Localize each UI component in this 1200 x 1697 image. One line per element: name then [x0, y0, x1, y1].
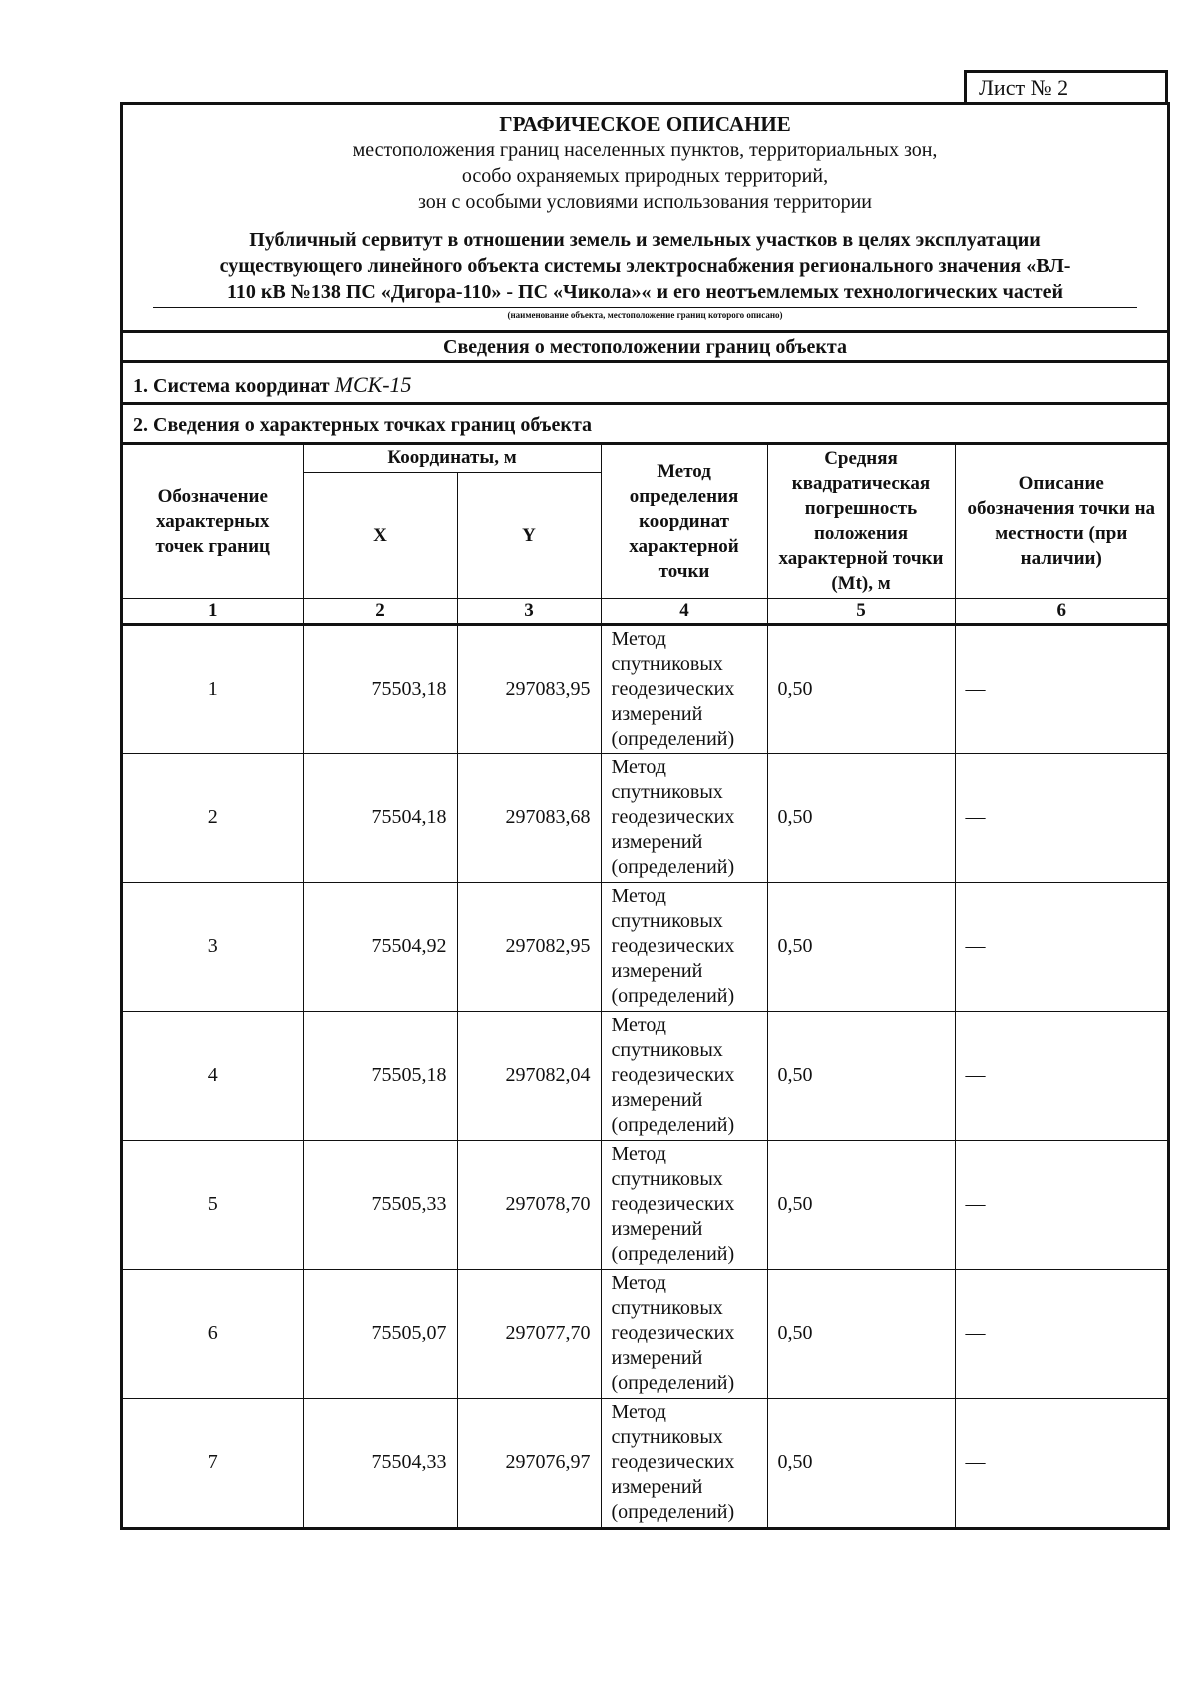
subtitle-line: особо охраняемых природных территорий, — [461, 165, 829, 187]
header-x: X — [303, 472, 457, 598]
points-table — [123, 445, 1167, 1527]
column-number: 1 — [123, 598, 303, 624]
point-method: Метод спутниковых геодезических измерений (определений) — [601, 1140, 767, 1269]
object-name-line: 110 кВ №138 ПС «Дигора-110» - ПС «Чикола»« и его неотъемлемых технологических частей — [226, 281, 1063, 303]
table-row — [123, 624, 1167, 753]
point-description: — — [955, 882, 1167, 1011]
column-number: 4 — [601, 598, 767, 624]
object-name-line: Публичный сервитут в отношении земель и земельных участков в целях эксплуатации — [249, 229, 1041, 251]
column-number: 3 — [457, 598, 601, 624]
table-row — [123, 1398, 1167, 1527]
header-error: Средняя квадратическая погрешность положения характерной точки (Mt), м — [767, 445, 955, 598]
table-row — [123, 1011, 1167, 1140]
point-method: Метод спутниковых геодезических измерений (определений) — [601, 1398, 767, 1527]
table-row — [123, 882, 1167, 1011]
subtitle-line: местоположения границ населенных пунктов, территориальных зон, — [352, 139, 938, 161]
column-number: 6 — [955, 598, 1167, 624]
column-number: 5 — [767, 598, 955, 624]
document-header — [123, 105, 1167, 333]
header-coordinates: Координаты, м — [303, 445, 601, 472]
table-row — [123, 1140, 1167, 1269]
point-id: 5 — [123, 1140, 303, 1269]
object-caption: (наименование объекта, местоположение границ которого описано) — [507, 310, 783, 320]
point-id: 1 — [123, 624, 303, 753]
point-error: 0,50 — [767, 1011, 955, 1140]
point-description: — — [955, 1398, 1167, 1527]
point-id: 6 — [123, 1269, 303, 1398]
object-name — [153, 227, 1137, 308]
point-x: 75504,33 — [303, 1398, 457, 1527]
point-id: 3 — [123, 882, 303, 1011]
column-number: 2 — [303, 598, 457, 624]
point-y: 297083,68 — [457, 753, 601, 882]
point-description: — — [955, 1269, 1167, 1398]
point-description: — — [955, 1140, 1167, 1269]
header-designation: Обозначение характерных точек границ — [123, 445, 303, 598]
point-y: 297083,95 — [457, 624, 601, 753]
point-y: 297082,95 — [457, 882, 601, 1011]
point-error: 0,50 — [767, 624, 955, 753]
point-x: 75504,92 — [303, 882, 457, 1011]
point-y: 297078,70 — [457, 1140, 601, 1269]
point-x: 75505,33 — [303, 1140, 457, 1269]
point-method: Метод спутниковых геодезических измерений (определений) — [601, 882, 767, 1011]
point-description: — — [955, 624, 1167, 753]
point-error: 0,50 — [767, 753, 955, 882]
subtitle-line: зон с особыми условиями использования территории — [417, 191, 873, 213]
table-row — [123, 753, 1167, 882]
point-error: 0,50 — [767, 1269, 955, 1398]
point-error: 0,50 — [767, 1140, 955, 1269]
object-name-line: существующего линейного объекта системы электроснабжения регионального значения «ВЛ- — [219, 255, 1071, 277]
point-error: 0,50 — [767, 1398, 955, 1527]
point-x: 75504,18 — [303, 753, 457, 882]
coordinate-system-value: МСК-15 — [334, 372, 412, 397]
point-error: 0,50 — [767, 882, 955, 1011]
point-method: Метод спутниковых геодезических измерений (определений) — [601, 1011, 767, 1140]
coordinate-system-label: 1. Система координат — [133, 375, 330, 397]
sheet-number: Лист № 2 — [964, 70, 1168, 102]
point-y: 297076,97 — [457, 1398, 601, 1527]
point-x: 75505,18 — [303, 1011, 457, 1140]
point-y: 297082,04 — [457, 1011, 601, 1140]
point-x: 75505,07 — [303, 1269, 457, 1398]
point-y: 297077,70 — [457, 1269, 601, 1398]
header-y: Y — [457, 472, 601, 598]
point-method: Метод спутниковых геодезических измерений (определений) — [601, 753, 767, 882]
header-method: Метод определения координат характерной точки — [601, 445, 767, 598]
coordinate-system-row — [123, 363, 1167, 405]
point-id: 4 — [123, 1011, 303, 1140]
section-title: Сведения о местоположении границ объекта — [123, 333, 1167, 363]
point-method: Метод спутниковых геодезических измерений (определений) — [601, 624, 767, 753]
header-description: Описание обозначения точки на местности (при наличии) — [955, 445, 1167, 598]
point-description: — — [955, 753, 1167, 882]
points-section-title: 2. Сведения о характерных точках границ объекта — [123, 405, 1167, 445]
point-description: — — [955, 1011, 1167, 1140]
document-frame — [120, 102, 1170, 1530]
point-id: 2 — [123, 753, 303, 882]
point-x: 75503,18 — [303, 624, 457, 753]
point-id: 7 — [123, 1398, 303, 1527]
document-title: ГРАФИЧЕСКОЕ ОПИСАНИЕ — [499, 112, 791, 136]
point-method: Метод спутниковых геодезических измерений (определений) — [601, 1269, 767, 1398]
table-row — [123, 1269, 1167, 1398]
